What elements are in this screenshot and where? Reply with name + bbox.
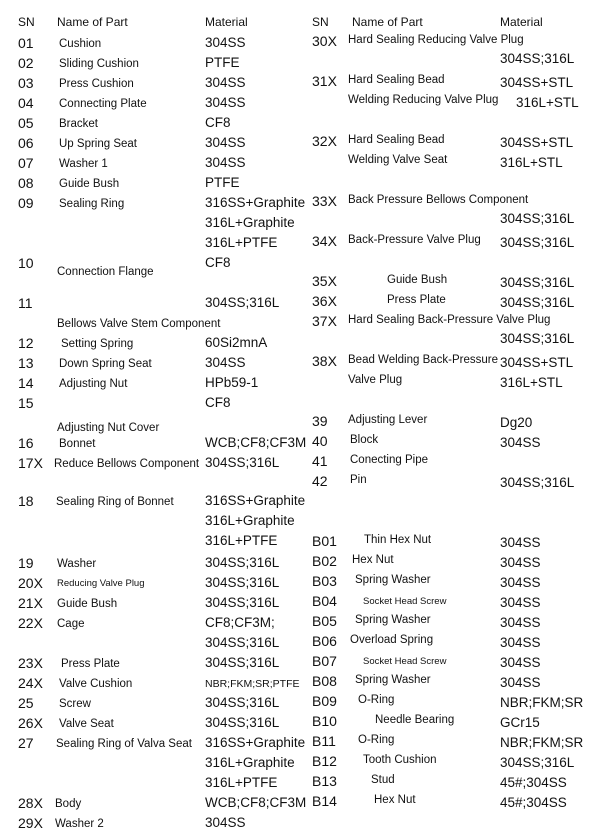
part-material: 316SS+Graphite [205, 493, 306, 508]
part-name: Cushion [59, 38, 102, 50]
part-sn: 06 [18, 135, 34, 151]
part-sn: 21X [18, 595, 43, 611]
part-name: Hard Sealing Bead [348, 134, 445, 146]
part-material: 304SS;316L [500, 51, 575, 66]
part-sn: B03 [312, 573, 337, 589]
part-name: Connecting Plate [59, 98, 147, 110]
part-material: 304SS;316L [205, 635, 280, 650]
part-sn: B04 [312, 593, 337, 609]
part-material: 304SS;316L [205, 575, 280, 590]
part-sn: B11 [312, 733, 336, 749]
part-sn: 42 [312, 473, 328, 489]
part-sn: 04 [18, 95, 34, 111]
part-name: Welding Valve Seat [348, 154, 448, 166]
part-name: Bead Welding Back-Pressure [348, 354, 498, 366]
part-name: Adjusting Nut Cover [57, 422, 160, 434]
part-name: O-Ring [358, 734, 395, 746]
part-sn: 41 [312, 453, 328, 469]
header-name-of-part: Name of Part [352, 15, 423, 29]
part-name: Connection Flange [57, 266, 154, 278]
part-material: 316L+STL [500, 375, 563, 390]
part-name: Sealing Ring of Bonnet [56, 496, 174, 508]
part-material: 304SS [500, 575, 541, 590]
part-sn: 05 [18, 115, 34, 131]
part-material: 304SS [205, 355, 246, 370]
part-sn: B07 [312, 653, 337, 669]
part-name: Washer 2 [55, 818, 104, 830]
part-material: 304SS [205, 75, 246, 90]
part-sn: 26X [18, 715, 43, 731]
part-sn: B05 [312, 613, 337, 629]
part-name: Cage [57, 618, 85, 630]
part-material: CF8;CF3M; [205, 615, 275, 630]
header-sn: SN [18, 15, 35, 29]
part-sn: 17X [18, 455, 43, 471]
part-material: 304SS [205, 35, 246, 50]
part-sn: 13 [18, 355, 34, 371]
part-name: Guide Bush [387, 274, 448, 286]
part-name: Block [350, 434, 379, 446]
part-material: 304SS [500, 435, 541, 450]
part-name: Welding Reducing Valve Plug [348, 94, 499, 106]
part-name: Spring Washer [355, 574, 431, 586]
part-sn: 12 [18, 335, 34, 351]
part-material: 45#;304SS [500, 795, 567, 810]
part-name: Socket Head Screw [363, 596, 447, 607]
part-name: Sealing Ring of Valva Seat [56, 738, 192, 750]
part-sn: 19 [18, 555, 34, 571]
part-sn: 09 [18, 195, 34, 211]
part-sn: 11 [18, 295, 33, 311]
part-name: Sealing Ring [59, 198, 125, 210]
part-material: NBR;FKM;SR;PTFE [205, 678, 300, 690]
part-sn: B06 [312, 633, 337, 649]
part-material: WCB;CF8;CF3M [205, 795, 307, 810]
part-name: Press Cushion [59, 78, 134, 90]
part-name: Bonnet [59, 438, 96, 450]
part-sn: 25 [18, 695, 34, 711]
part-sn: 23X [18, 655, 43, 671]
part-material: 304SS;316L [500, 235, 575, 250]
part-sn: 39 [312, 413, 328, 429]
part-name: Overload Spring [350, 634, 434, 646]
part-material: 304SS [500, 615, 541, 630]
part-material: 304SS [500, 675, 541, 690]
part-material: 304SS+STL [500, 135, 574, 150]
part-material: 316L+Graphite [205, 215, 295, 230]
part-name: Guide Bush [57, 598, 118, 610]
part-sn: 10 [18, 255, 34, 271]
part-name: Washer [57, 558, 97, 570]
part-sn: B09 [312, 693, 337, 709]
part-material: CF8 [205, 255, 231, 270]
part-material: 304SS;316L [500, 295, 575, 310]
part-material: 316L+PTFE [205, 775, 278, 790]
part-material: 316L+PTFE [205, 235, 278, 250]
part-name: Conecting Pipe [350, 454, 428, 466]
part-material: NBR;FKM;SR [500, 735, 584, 750]
part-material: 304SS+STL [500, 355, 574, 370]
part-material: PTFE [205, 55, 240, 70]
part-name: Hard Sealing Back-Pressure Valve Plug [348, 314, 551, 326]
part-sn: 29X [18, 815, 43, 831]
part-name: Sliding Cushion [59, 58, 139, 70]
part-material: 304SS [205, 95, 246, 110]
part-sn: B08 [312, 673, 337, 689]
part-name: Spring Washer [355, 674, 431, 686]
part-name: Spring Washer [355, 614, 431, 626]
part-sn: B14 [312, 793, 337, 809]
part-name: Adjusting Nut [59, 378, 128, 390]
part-name: Reducing Valve Plug [57, 578, 145, 589]
part-material: 304SS;316L [500, 475, 575, 490]
part-material: 316SS+Graphite [205, 195, 306, 210]
part-name: Hex Nut [374, 794, 416, 806]
part-material: PTFE [205, 175, 240, 190]
part-sn: 15 [18, 395, 34, 411]
part-name: O-Ring [358, 694, 395, 706]
part-sn: 08 [18, 175, 34, 191]
part-name: Press Plate [387, 294, 446, 306]
part-sn: 14 [18, 375, 34, 391]
part-material: 304SS;316L [500, 211, 575, 226]
part-name: Hard Sealing Reducing Valve Plug [348, 34, 524, 46]
part-name: Needle Bearing [375, 714, 455, 726]
part-material: 304SS [205, 135, 246, 150]
part-sn: 33X [312, 193, 337, 209]
part-material: 304SS;316L [205, 555, 280, 570]
part-material: 304SS [500, 635, 541, 650]
part-material: 60Si2mnA [205, 335, 268, 350]
part-material: 316L+STL [500, 155, 563, 170]
part-material: 304SS;316L [500, 275, 575, 290]
part-material: 304SS [205, 155, 246, 170]
part-sn: 02 [18, 55, 34, 71]
part-name: Up Spring Seat [59, 138, 137, 150]
part-sn: 01 [18, 35, 34, 51]
part-material: 304SS;316L [205, 715, 280, 730]
part-name: Setting Spring [61, 338, 134, 350]
part-material: 304SS [500, 595, 541, 610]
part-sn: 30X [312, 33, 337, 49]
part-name: Reduce Bellows Component [54, 458, 200, 470]
header-sn: SN [312, 15, 329, 29]
part-sn: B01 [312, 533, 337, 549]
part-material: 316L+Graphite [205, 755, 295, 770]
part-material: CF8 [205, 395, 231, 410]
part-sn: 35X [312, 273, 337, 289]
part-sn: 37X [312, 313, 337, 329]
part-material: 316SS+Graphite [205, 735, 306, 750]
part-material: 304SS;316L [205, 455, 280, 470]
part-name: Socket Head Screw [363, 656, 447, 667]
part-material: CF8 [205, 115, 231, 130]
part-sn: 24X [18, 675, 43, 691]
part-name: Pin [350, 474, 367, 486]
part-name: Guide Bush [59, 178, 120, 190]
part-sn: 31X [312, 73, 337, 89]
part-name: Washer 1 [59, 158, 108, 170]
part-sn: 36X [312, 293, 337, 309]
part-material: 304SS [500, 555, 541, 570]
header-name-of-part: Name of Part [57, 15, 128, 29]
part-sn: 22X [18, 615, 43, 631]
part-material: 304SS;316L [205, 595, 280, 610]
part-material: 316L+PTFE [205, 533, 278, 548]
part-sn: 38X [312, 353, 337, 369]
part-sn: 40 [312, 433, 328, 449]
part-name: Screw [59, 698, 91, 710]
part-name: Valve Seat [59, 718, 114, 730]
part-material: Dg20 [500, 415, 533, 430]
part-name: Down Spring Seat [59, 358, 152, 370]
part-material: 304SS;316L [500, 755, 575, 770]
part-material: 304SS;316L [205, 695, 280, 710]
part-material: 304SS+STL [500, 75, 574, 90]
part-material: HPb59-1 [205, 375, 259, 390]
part-name: Press Plate [61, 658, 120, 670]
part-name: Valve Plug [348, 374, 403, 386]
part-sn: 18 [18, 493, 34, 509]
part-name: Back Pressure Bellows Component [348, 194, 529, 206]
part-material: 304SS [500, 655, 541, 670]
part-name: Back-Pressure Valve Plug [348, 234, 481, 246]
part-name: Hard Sealing Bead [348, 74, 445, 86]
part-name: Bracket [59, 118, 98, 130]
part-name: Valve Cushion [59, 678, 133, 690]
part-name: Hex Nut [352, 554, 394, 566]
part-material: NBR;FKM;SR [500, 695, 584, 710]
part-name: Thin Hex Nut [364, 534, 432, 546]
part-sn: 34X [312, 233, 337, 249]
part-sn: 20X [18, 575, 43, 591]
part-name: Bellows Valve Stem Component [57, 318, 221, 330]
part-material: 304SS [205, 815, 246, 830]
part-sn: 32X [312, 133, 337, 149]
part-material: 304SS;316L [500, 331, 575, 346]
header-material: Material [500, 15, 543, 29]
part-sn: B02 [312, 553, 337, 569]
part-material: GCr15 [500, 715, 540, 730]
part-material: 316L+STL [516, 95, 579, 110]
part-name: Tooth Cushion [363, 754, 437, 766]
part-sn: 27 [18, 735, 34, 751]
part-material: 316L+Graphite [205, 513, 295, 528]
part-material: 304SS;316L [205, 655, 280, 670]
part-name: Stud [371, 774, 395, 786]
header-material: Material [205, 15, 248, 29]
part-sn: 16 [18, 435, 34, 451]
part-sn: B10 [312, 713, 337, 729]
part-sn: B13 [312, 773, 337, 789]
part-material: 45#;304SS [500, 775, 567, 790]
part-sn: 07 [18, 155, 34, 171]
part-name: Adjusting Lever [348, 414, 428, 426]
part-sn: 03 [18, 75, 34, 91]
part-sn: 28X [18, 795, 43, 811]
part-material: WCB;CF8;CF3M [205, 435, 307, 450]
part-material: 304SS [500, 535, 541, 550]
part-material: 304SS;316L [205, 295, 280, 310]
part-name: Body [55, 798, 82, 810]
part-sn: B12 [312, 753, 337, 769]
